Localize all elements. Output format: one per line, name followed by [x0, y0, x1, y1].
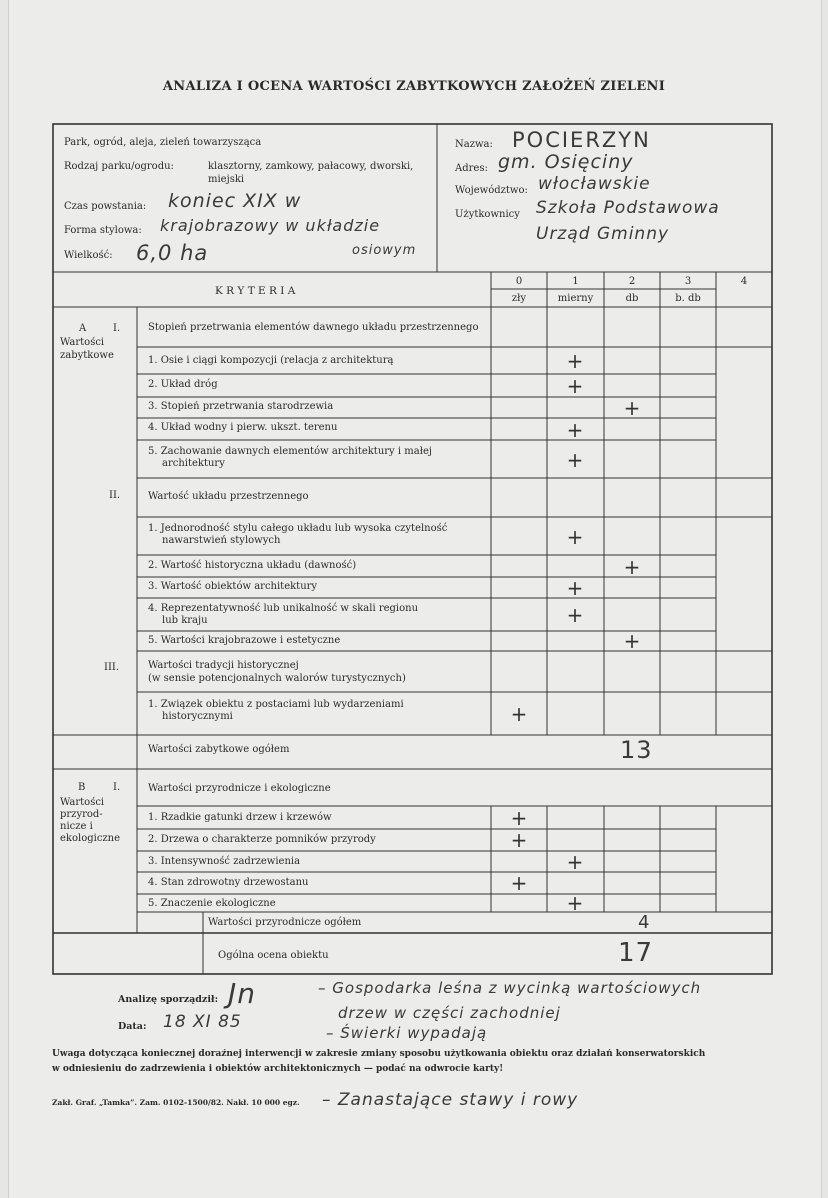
nazwa-value: POCIERZYN — [512, 128, 651, 152]
uwaga-note-2: w odniesieniu do zadrzewienia i obiektów architektonicznych — podać na odwrocie karty! — [52, 1064, 504, 1074]
score-mark-b-i-5: + — [566, 891, 584, 915]
form-title: ANALIZA I OCENA WARTOŚCI ZABYTKOWYCH ZAŁOŻEŃ ZIELENI — [162, 79, 666, 94]
section-b-i-title: Wartości przyrodnicze i ekologiczne — [148, 783, 331, 794]
total-zabytkowe-value: 13 — [620, 736, 653, 764]
criterion-a-i-5-cont: architektury — [162, 458, 225, 469]
section-a-label: Wartości — [60, 337, 105, 348]
criterion-a-i-5: 5. Zachowanie dawnych elementów architektury i małej — [148, 446, 432, 457]
criterion-a-ii-1-cont: nawarstwień stylowych — [162, 535, 281, 546]
score-2: 2 — [628, 276, 636, 287]
section-a-iii-title: Wartości tradycji historycznej — [148, 660, 299, 671]
total-przyrodnicze-label: Wartości przyrodnicze ogółem — [208, 917, 362, 928]
criterion-a-ii-4: 4. Reprezentatywność lub unikalność w skali regionu — [148, 603, 419, 614]
score-mark-b-i-4: + — [510, 871, 528, 895]
section-a-letter: A — [79, 323, 87, 334]
adres-label: Adres: — [455, 163, 488, 174]
criterion-b-i-2: 2. Drzewa o charakterze pomników przyrody — [148, 834, 376, 845]
wojewodztwo-value: włocławskie — [538, 174, 651, 194]
section-a-label-2: zabytkowe — [60, 350, 114, 361]
criterion-a-i-3: 3. Stopień przetrwania starodrzewia — [148, 401, 334, 412]
score-mark-a-i-3: + — [623, 396, 641, 420]
forma-value-2: osiowym — [352, 243, 417, 258]
score-mark-a-iii-1: + — [510, 702, 528, 726]
data-value: 18 XI 85 — [163, 1012, 242, 1032]
score-mark-a-i-1: + — [566, 349, 584, 373]
section-a-iii-title-2: (w sensie potencjonalnych walorów turystycznych) — [148, 673, 406, 684]
overall-value: 17 — [618, 938, 654, 968]
score-mark-a-ii-3: + — [566, 576, 584, 600]
score-mark-a-ii-5: + — [623, 629, 641, 653]
criterion-a-ii-2: 2. Wartość historyczna układu (dawność) — [148, 560, 357, 571]
note-1-cont: drzew w części zachodniej — [338, 1004, 561, 1022]
total-zabytkowe-label: Wartości zabytkowe ogółem — [148, 744, 290, 755]
score-label-1: mierny — [557, 293, 594, 304]
wielkosc-value: 6,0 ha — [136, 241, 209, 265]
score-label-2: db — [625, 293, 639, 304]
nazwa-label: Nazwa: — [455, 139, 493, 150]
criterion-a-ii-3: 3. Wartość obiektów architektury — [148, 581, 318, 592]
kryteria-header: K R Y T E R I A — [215, 285, 296, 297]
forma-value: krajobrazowy w układzie — [160, 216, 381, 235]
uzytkownicy-value-2: Urząd Gminny — [536, 224, 670, 244]
czas-label: Czas powstania: — [64, 201, 147, 212]
analize-label: Analizę sporządził: — [118, 994, 219, 1005]
criterion-b-i-5: 5. Znaczenie ekologiczne — [148, 898, 276, 909]
score-label-3: b. db — [675, 293, 701, 304]
score-4: 4 — [740, 276, 748, 287]
score-mark-b-i-1: + — [510, 806, 528, 830]
score-mark-a-i-5: + — [566, 448, 584, 472]
section-b-letter: B — [78, 782, 86, 793]
score-1: 1 — [572, 276, 579, 287]
score-0: 0 — [515, 276, 523, 287]
data-label: Data: — [118, 1021, 147, 1032]
uzytkownicy-value: Szkoła Podstawowa — [536, 198, 720, 218]
uwaga-note: Uwaga dotycząca koniecznej doraźnej interwencji w zakresie zmiany sposobu użytkowania obiektu oraz działań konserwatorskich — [52, 1049, 706, 1059]
criterion-b-i-1: 1. Rzadkie gatunki drzew i krzewów — [148, 812, 332, 823]
section-b-label-4: ekologiczne — [60, 833, 121, 844]
forma-label: Forma stylowa: — [64, 225, 142, 236]
criterion-a-ii-4-cont: lub kraju — [162, 615, 208, 626]
park-type-label: Park, ogród, aleja, zieleń towarzysząca — [64, 137, 262, 148]
criterion-a-iii-1-cont: historycznymi — [162, 711, 233, 722]
section-b-label-3: nicze i — [60, 821, 93, 832]
score-mark-b-i-3: + — [566, 850, 584, 874]
criterion-a-ii-5: 5. Wartości krajobrazowe i estetyczne — [148, 635, 341, 646]
score-mark-a-i-2: + — [566, 374, 584, 398]
total-przyrodnicze-value: 4 — [638, 912, 651, 933]
score-mark-a-ii-4: + — [566, 603, 584, 627]
section-b-label-2: przyrod- — [60, 809, 103, 820]
score-mark-a-ii-1: + — [566, 525, 584, 549]
criterion-a-i-4: 4. Układ wodny i pierw. ukszt. terenu — [148, 422, 338, 433]
score-3: 3 — [684, 276, 692, 287]
criterion-a-i-2: 2. Układ dróg — [148, 379, 218, 390]
score-mark-b-i-2: + — [510, 828, 528, 852]
criterion-b-i-3: 3. Intensywność zadrzewienia — [148, 856, 301, 867]
criterion-b-i-4: 4. Stan zdrowotny drzewostanu — [148, 877, 309, 888]
criterion-a-i-1: 1. Osie i ciągi kompozycji (relacja z architekturą — [148, 355, 394, 366]
criterion-a-ii-1: 1. Jednorodność stylu całego układu lub wysoka czytelność — [148, 523, 448, 534]
czas-value: koniec XIX w — [168, 190, 302, 212]
rodzaj-options: klasztorny, zamkowy, pałacowy, dworski, — [208, 161, 414, 172]
section-a-ii-roman: II. — [109, 490, 121, 501]
overall-label: Ogólna ocena obiektu — [218, 950, 329, 961]
uzytkownicy-label: Użytkownicy — [455, 209, 520, 220]
score-mark-a-i-4: + — [566, 418, 584, 442]
section-a-i-roman: I. — [113, 323, 121, 334]
score-mark-a-ii-2: + — [623, 555, 641, 579]
note-2: – Świerki wypadają — [326, 1024, 488, 1042]
note-1: – Gospodarka leśna z wycinką wartościowych — [318, 979, 702, 997]
adres-value: gm. Osięciny — [498, 151, 634, 173]
section-a-i-title: Stopień przetrwania elementów dawnego układu przestrzennego — [148, 322, 479, 333]
rodzaj-label: Rodzaj parku/ogrodu: — [64, 161, 174, 172]
section-a-iii-roman: III. — [104, 662, 120, 673]
print-info: Zakł. Graf. „Tamka”. Zam. 0102-1500/82. Nakł. 10 000 egz. — [52, 1098, 300, 1107]
section-b-label: Wartości — [60, 797, 105, 808]
rodzaj-options-2: miejski — [208, 174, 245, 185]
criterion-a-iii-1: 1. Związek obiektu z postaciami lub wydarzeniami — [148, 699, 404, 710]
wielkosc-label: Wielkość: — [64, 250, 113, 261]
section-a-ii-title: Wartość układu przestrzennego — [148, 491, 309, 502]
note-3: – Zanastające stawy i rowy — [322, 1090, 579, 1110]
section-b-i-roman: I. — [113, 782, 121, 793]
wojewodztwo-label: Województwo: — [455, 185, 528, 196]
analize-signature: Jn — [228, 977, 257, 1010]
score-label-0: zły — [511, 293, 527, 304]
